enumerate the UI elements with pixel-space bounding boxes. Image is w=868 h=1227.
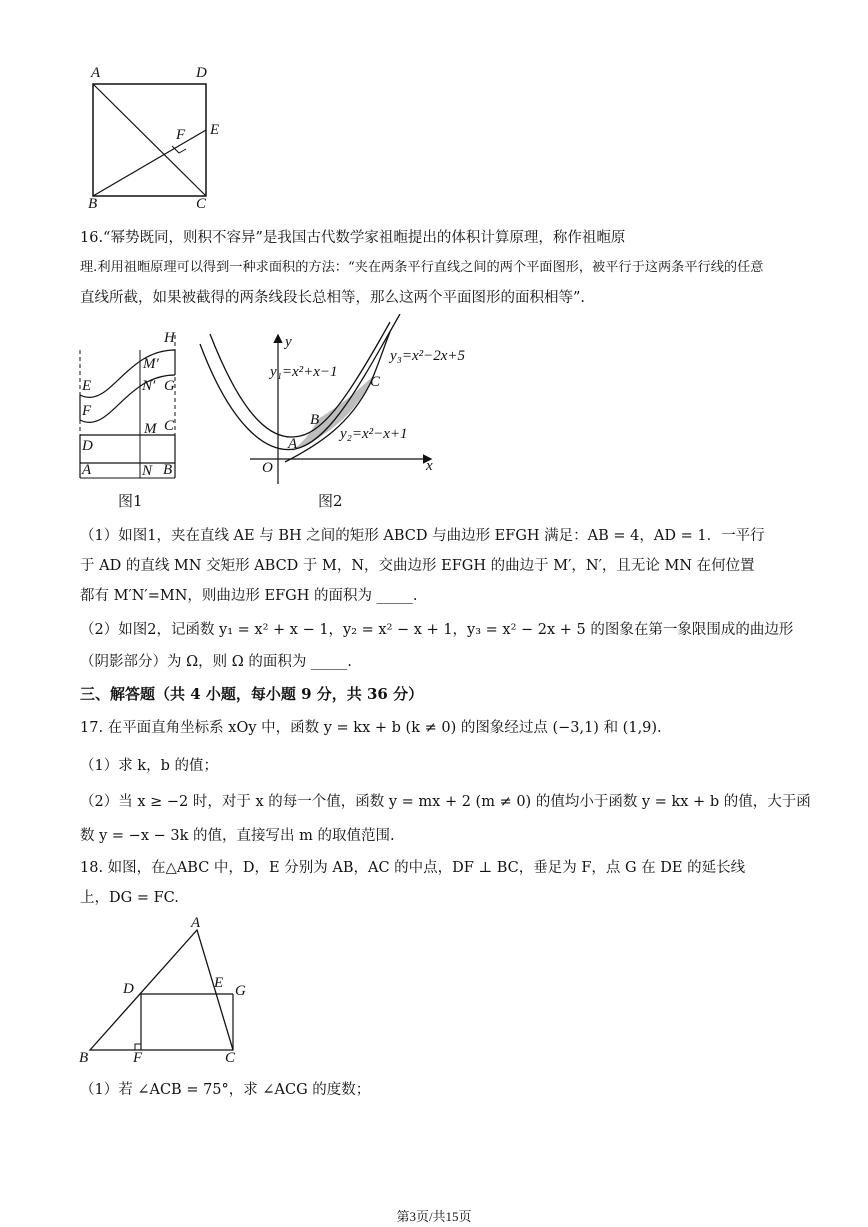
fig1-label-A: A [82, 462, 92, 478]
fig1-label-B: B [163, 462, 173, 478]
q18-line-1: 18. 如图，在△ABC 中，D，E 分别为 AB，AC 的中点，DF ⊥ BC，垂足为 F，点 G 在 DE 的延长线 [80, 860, 746, 876]
q16-part2-line-1: （2）如图2，记函数 y₁ = x² + x − 1，y₂ = x² − x + 1，y₃ = x² − 2x + 5 的图象在第一象限围成的曲边形 [80, 622, 794, 638]
fig1-label-Nprime: N′ [142, 378, 156, 394]
fig2-caption: 图2 [318, 492, 343, 510]
square-diagram [80, 60, 240, 220]
label-D: D [196, 65, 207, 81]
q17-line-4: 数 y = −x − 3k 的值，直接写出 m 的取值范围. [80, 828, 395, 844]
q16-part1-line-3: 都有 M′N′=MN，则曲边形 EFGH 的面积为 _____. [80, 588, 418, 604]
fig2-label-B: B [310, 412, 320, 428]
fig2-label-C: C [370, 374, 381, 390]
figure-square [80, 60, 240, 220]
fig1-label-C: C [164, 418, 175, 434]
label-F: F [176, 127, 186, 143]
label-C: C [196, 196, 207, 212]
q16-line-3: 直线所截，如果被截得的两条线段长总相等，那么这两个平面图形的面积相等”. [80, 290, 586, 306]
tri-label-A: A [191, 915, 201, 931]
tri-label-G: G [235, 983, 246, 999]
tri-label-B: B [79, 1050, 89, 1066]
fig1-label-H: H [164, 330, 175, 346]
q16-line-2: 理.利用祖暅原理可以得到一种求面积的方法：“夹在两条平行直线之间的两个平面图形，被平行于这两条平行线的任意 [80, 260, 764, 275]
fig2-label-y1: y₁=x²+x−1 [270, 364, 338, 380]
q16-line-1: 16.“幂势既同，则积不容异”是我国古代数学家祖暅提出的体积计算原理，称作祖暅原 [80, 230, 626, 246]
tri-label-F: F [133, 1050, 143, 1066]
q18-part1: （1）若 ∠ACB = 75°，求 ∠ACG 的度数； [80, 1082, 371, 1098]
fig2-label-A: A [288, 436, 298, 452]
q17-line-2: （1）求 k，b 的值； [80, 758, 219, 774]
figure-1 [70, 330, 190, 490]
fig1-label-N: N [142, 463, 153, 479]
q16-part1-line-1: （1）如图1，夹在直线 AE 与 BH 之间的矩形 ABCD 与曲边形 EFGH 满足：AB = 4，AD = 1．一平行 [80, 528, 765, 544]
fig2-label-y3: y₃=x²−2x+5 [390, 348, 466, 364]
fig1-label-Mprime: M′ [143, 356, 159, 372]
fig2-label-x: x [426, 458, 433, 474]
fig1-caption: 图1 [118, 492, 143, 510]
fig1-label-F: F [82, 403, 92, 419]
fig1-label-D: D [82, 438, 93, 454]
fig1-label-G: G [164, 378, 175, 394]
tri-label-C: C [225, 1050, 236, 1066]
q18-line-2: 上，DG = FC. [80, 890, 179, 906]
fig2-label-y: y [285, 334, 292, 350]
fig1-label-E: E [82, 378, 92, 394]
q16-part2-line-2: （阴影部分）为 Ω，则 Ω 的面积为 _____. [80, 654, 352, 670]
figure-triangle [75, 915, 265, 1075]
label-B: B [88, 196, 98, 212]
label-A: A [91, 65, 101, 81]
page-footer: 第3页/共15页 [396, 1209, 472, 1224]
tri-label-E: E [214, 975, 224, 991]
q16-part1-line-2: 于 AD 的直线 MN 交矩形 ABCD 于 M，N，交曲边形 EFGH 的曲边于 M′，N′，且无论 MN 在何位置 [80, 558, 755, 574]
figure-2 [190, 314, 490, 489]
fig1-label-M: M [144, 421, 157, 437]
q17-line-1: 17. 在平面直角坐标系 xOy 中，函数 y = kx + b (k ≠ 0) 的图象经过点 (−3,1) 和 (1,9). [80, 720, 662, 736]
label-E: E [210, 122, 220, 138]
fig2-label-O: O [262, 460, 273, 476]
fig2-diagram [190, 314, 490, 489]
tri-label-D: D [123, 981, 134, 997]
section-3-heading: 三、解答题（共 4 小题，每小题 9 分，共 36 分） [80, 685, 424, 703]
fig2-label-y2: y₂=x²−x+1 [340, 426, 408, 442]
q17-line-3: （2）当 x ≥ −2 时，对于 x 的每一个值，函数 y = mx + 2 (m ≠ 0) 的值均小于函数 y = kx + b 的值，大于函 [80, 794, 811, 810]
